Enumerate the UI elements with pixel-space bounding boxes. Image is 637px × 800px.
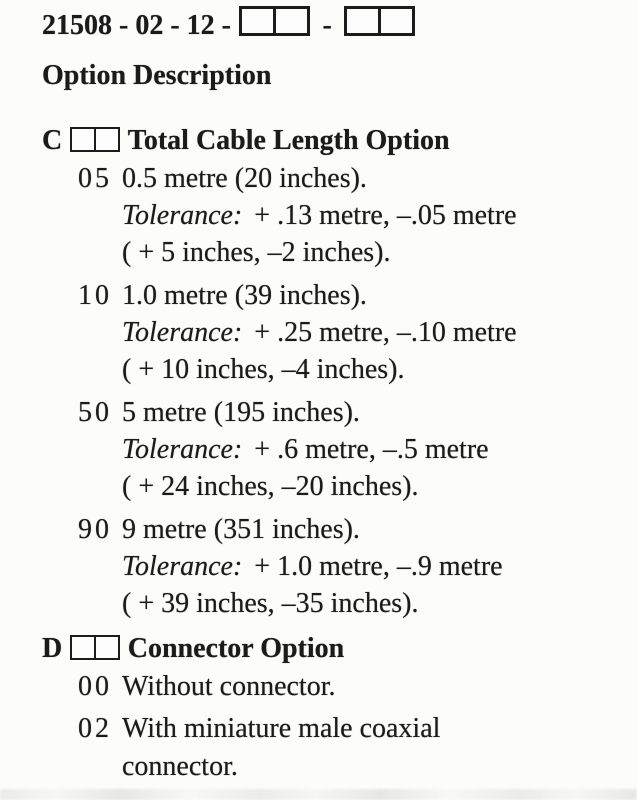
option-row bbox=[42, 160, 637, 271]
tolerance-metric: + 1.0 metre, –.9 metre bbox=[254, 551, 503, 582]
section-letter: D bbox=[42, 633, 63, 664]
section-cable-length bbox=[42, 122, 637, 622]
part-number-prefix: 21508 - 02 - 12 - bbox=[42, 10, 231, 41]
tolerance-line bbox=[122, 548, 600, 585]
part-number-separator: - bbox=[322, 10, 332, 41]
option-desc-line: Without connector. bbox=[122, 671, 336, 702]
option-description bbox=[122, 277, 600, 388]
section-letter: C bbox=[42, 125, 63, 156]
option-description bbox=[122, 710, 542, 786]
tolerance-line bbox=[122, 197, 600, 234]
section-connector bbox=[42, 630, 637, 786]
option-code: 05 bbox=[78, 163, 112, 194]
option-row bbox=[42, 511, 637, 622]
section-title: Connector Option bbox=[127, 633, 345, 664]
tolerance-inches-line: ( + 24 inches, –20 inches). bbox=[122, 471, 419, 502]
option-placeholder-boxes-icon bbox=[70, 127, 120, 152]
option-description bbox=[122, 511, 600, 622]
option-code: 90 bbox=[78, 514, 112, 545]
tolerance-inches-line: ( + 5 inches, –2 inches). bbox=[122, 237, 391, 268]
tolerance-line bbox=[122, 314, 600, 351]
scan-artifact-strip bbox=[0, 789, 637, 800]
tolerance-metric: + .25 metre, –.10 metre bbox=[254, 317, 517, 348]
option-row bbox=[42, 277, 637, 388]
tolerance-inches-line: ( + 10 inches, –4 inches). bbox=[122, 354, 405, 385]
option-code: 10 bbox=[78, 280, 112, 311]
option-desc-line: 0.5 metre (20 inches). bbox=[122, 163, 367, 194]
option-desc-line: 1.0 metre (39 inches). bbox=[122, 280, 367, 311]
option-code: 02 bbox=[78, 713, 112, 744]
tolerance-label: Tolerance: bbox=[122, 200, 243, 231]
section-heading bbox=[42, 122, 637, 160]
tolerance-metric: + .13 metre, –.05 metre bbox=[254, 200, 517, 231]
option-row bbox=[42, 668, 637, 706]
option-placeholder-boxes-icon bbox=[344, 6, 416, 36]
tolerance-line bbox=[122, 431, 600, 468]
section-heading bbox=[42, 630, 637, 668]
tolerance-metric: + .6 metre, –.5 metre bbox=[254, 434, 489, 465]
option-code: 50 bbox=[78, 397, 112, 428]
option-description bbox=[122, 160, 600, 271]
option-placeholder-boxes-icon bbox=[239, 6, 311, 36]
option-row bbox=[42, 710, 637, 786]
option-placeholder-boxes-icon bbox=[70, 635, 120, 660]
tolerance-label: Tolerance: bbox=[122, 434, 243, 465]
option-description bbox=[122, 668, 542, 706]
tolerance-inches-line: ( + 39 inches, –35 inches). bbox=[122, 588, 419, 619]
section-title: Total Cable Length Option bbox=[127, 125, 450, 156]
option-code: 00 bbox=[78, 671, 112, 702]
option-desc-line: 9 metre (351 inches). bbox=[122, 514, 360, 545]
page-title: Option Description bbox=[42, 60, 272, 91]
option-desc-line: With miniature male coaxial connector. bbox=[122, 713, 441, 782]
option-desc-line: 5 metre (195 inches). bbox=[122, 397, 360, 428]
tolerance-label: Tolerance: bbox=[122, 551, 243, 582]
tolerance-label: Tolerance: bbox=[122, 317, 243, 348]
part-number-line bbox=[42, 6, 637, 44]
option-row bbox=[42, 394, 637, 505]
option-description bbox=[122, 394, 600, 505]
